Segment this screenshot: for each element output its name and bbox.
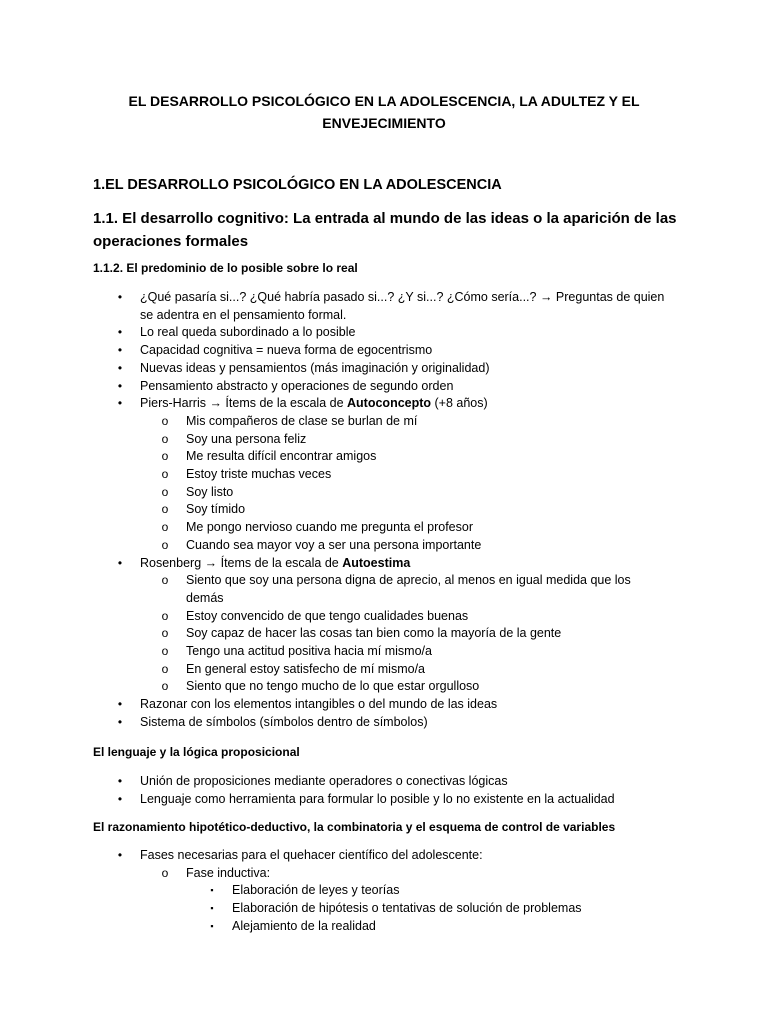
bullet-icon: • <box>117 555 123 570</box>
list-item: • Lo real queda subordinado a lo posible <box>0 324 768 342</box>
list-item: • Fases necesarias para el quehacer científico del adolescente: <box>0 847 768 865</box>
circle-bullet-icon: o <box>161 679 169 694</box>
section-heading-1: 1.EL DESARROLLO PSICOLÓGICO EN LA ADOLESCENCIA <box>93 177 502 193</box>
circle-bullet-icon: o <box>161 573 169 588</box>
circle-bullet-icon: o <box>161 626 169 641</box>
section-heading-1-1: 1.1. El desarrollo cognitivo: La entrada al mundo de las ideas o la aparición de las operaciones formales <box>93 210 677 250</box>
list-item: • Unión de proposiciones mediante operadores o conectivas lógicas <box>0 773 768 791</box>
list-item-rosenberg: • Rosenberg → Ítems de la escala de Autoestima <box>0 555 768 573</box>
circle-bullet-icon: o <box>161 661 169 676</box>
section-title-language-logic: El lenguaje y la lógica proposicional <box>93 745 300 759</box>
bullet-icon: • <box>117 360 123 375</box>
sub-list-item: o Soy tímido <box>0 501 768 519</box>
list-item: • ¿Qué pasaría si...? ¿Qué habría pasado si...? ¿Y si...? ¿Cómo sería...? → Preguntas de quien se adentra en el pensamiento formal. <box>0 289 768 324</box>
list-item: • Lenguaje como herramienta para formular lo posible y lo no existente en la actualidad <box>0 791 768 809</box>
sub-sub-list-item: ▪ Elaboración de hipótesis o tentativas de solución de problemas <box>0 900 768 918</box>
circle-bullet-icon: o <box>161 644 169 659</box>
circle-bullet-icon: o <box>161 865 169 880</box>
circle-bullet-icon: o <box>161 449 169 464</box>
bullet-icon: • <box>117 396 123 411</box>
sub-list-item: o Cuando sea mayor voy a ser una persona importante <box>0 537 768 555</box>
sub-list-item: o En general estoy satisfecho de mí mismo/a <box>0 661 768 679</box>
sub-list-item: o Fase inductiva: <box>0 865 768 883</box>
list-item: • Sistema de símbolos (símbolos dentro de símbolos) <box>0 714 768 732</box>
circle-bullet-icon: o <box>161 484 169 499</box>
square-bullet-icon: ▪ <box>210 920 214 931</box>
circle-bullet-icon: o <box>161 467 169 482</box>
sub-list-item: o Soy capaz de hacer las cosas tan bien como la mayoría de la gente <box>0 625 768 643</box>
sub-sub-list-item: ▪ Alejamiento de la realidad <box>0 918 768 936</box>
bullet-icon: • <box>117 774 123 788</box>
document-title: EL DESARROLLO PSICOLÓGICO EN LA ADOLESCENCIA, LA ADULTEZ Y EL ENVEJECIMIENTO <box>128 93 640 131</box>
bullet-icon: • <box>117 714 123 729</box>
sub-list-item: o Me pongo nervioso cuando me pregunta el profesor <box>0 519 768 537</box>
list-item: • Capacidad cognitiva = nueva forma de egocentrismo <box>0 342 768 360</box>
sub-list-item: o Tengo una actitud positiva hacia mí mismo/a <box>0 643 768 661</box>
list-item: • Razonar con los elementos intangibles o del mundo de las ideas <box>0 696 768 714</box>
circle-bullet-icon: o <box>161 537 169 552</box>
bullet-list-scientific-phases <box>0 847 768 936</box>
square-bullet-icon: ▪ <box>210 903 214 914</box>
bullet-icon: • <box>117 791 123 806</box>
bullet-list-language-logic <box>0 773 768 808</box>
bullet-icon: • <box>117 378 123 393</box>
circle-bullet-icon: o <box>161 431 169 446</box>
sub-list-item: o Me resulta difícil encontrar amigos <box>0 448 768 466</box>
bullet-icon: • <box>117 325 123 340</box>
bullet-list-possible-over-real <box>0 289 768 732</box>
sub-list-item: o Siento que soy una persona digna de aprecio, al menos en igual medida que los demás <box>0 572 768 607</box>
term-autoestima: Autoestima <box>342 555 411 570</box>
list-item: • Nuevas ideas y pensamientos (más imaginación y originalidad) <box>0 360 768 378</box>
sub-list-item: o Estoy convencido de que tengo cualidades buenas <box>0 608 768 626</box>
circle-bullet-icon: o <box>161 520 169 535</box>
sub-list-item: o Mis compañeros de clase se burlan de mí <box>0 413 768 431</box>
bullet-icon: • <box>117 697 123 712</box>
sub-list-item: o Estoy triste muchas veces <box>0 466 768 484</box>
bullet-icon: • <box>117 343 123 358</box>
square-bullet-icon: ▪ <box>210 885 214 896</box>
sub-list-item: o Siento que no tengo mucho de lo que estar orgulloso <box>0 678 768 696</box>
term-autoconcepto: Autoconcepto <box>347 396 432 411</box>
circle-bullet-icon: o <box>161 502 169 517</box>
sub-list-item: o Soy una persona feliz <box>0 431 768 449</box>
list-item: • Pensamiento abstracto y operaciones de segundo orden <box>0 378 768 396</box>
section-heading-1-1-2: 1.1.2. El predominio de lo posible sobre lo real <box>93 261 358 275</box>
bullet-icon: • <box>117 848 123 862</box>
section-title-hypothetical-deductive: El razonamiento hipotético-deductivo, la combinatoria y el esquema de control de variables <box>93 820 616 834</box>
sub-sub-list-item: ▪ Elaboración de leyes y teorías <box>0 882 768 900</box>
list-item-piers-harris: • Piers-Harris → Ítems de la escala de Autoconcepto (+8 años) <box>0 395 768 413</box>
sub-list-item: o Soy listo <box>0 484 768 502</box>
circle-bullet-icon: o <box>161 413 169 428</box>
bullet-icon: • <box>117 290 123 304</box>
circle-bullet-icon: o <box>161 608 169 623</box>
